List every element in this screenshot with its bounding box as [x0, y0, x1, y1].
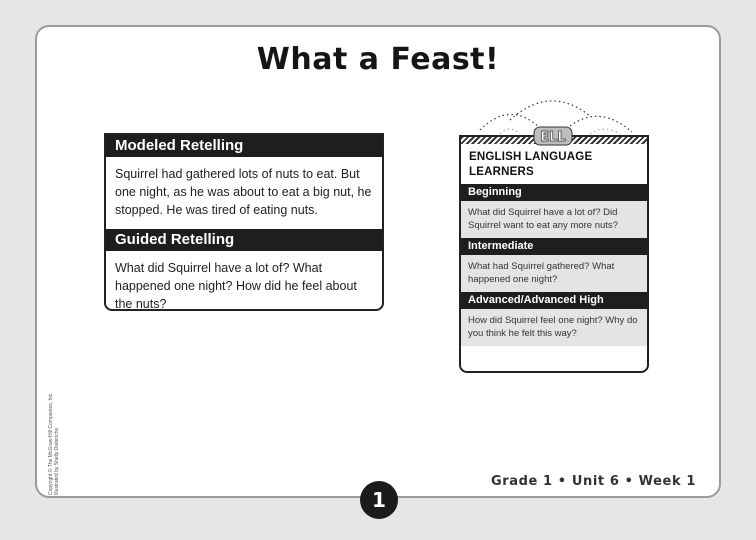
ell-advanced-text: How did Squirrel feel one night? Why do you think he felt this way? — [461, 309, 647, 346]
page-number: 1 — [360, 481, 398, 519]
illustrator-line: Illustrated by Shelly Dieterichs — [54, 428, 60, 495]
modeled-retelling-heading: Modeled Retelling — [106, 135, 382, 157]
ell-intermediate-heading: Intermediate — [461, 238, 647, 255]
retelling-box — [104, 133, 384, 311]
ell-beginning-text: What did Squirrel have a lot of? Did Squirrel want to eat any more nuts? — [461, 201, 647, 238]
page-title: What a Feast! — [256, 42, 500, 77]
grade-unit-week-label: Grade 1 • Unit 6 • Week 1 — [490, 474, 696, 489]
ell-intermediate-text: What had Squirrel gathered? What happened one night? — [461, 255, 647, 292]
ell-title: ENGLISH LANGUAGE LEARNERS — [469, 151, 593, 178]
copyright-notice — [48, 365, 60, 495]
ell-badge-icon — [533, 126, 573, 146]
ell-beginning-heading: Beginning — [461, 184, 647, 201]
copyright-line: Copyright © The McGraw-Hill Companies, Inc. — [48, 392, 54, 495]
ell-box — [459, 135, 649, 373]
modeled-retelling-text: Squirrel had gathered lots of nuts to eat. But one night, as he was about to eat a big nut, he stopped. He was tired of eating nuts. — [115, 167, 372, 217]
guided-retelling-heading: Guided Retelling — [106, 229, 382, 251]
ell-badge-label: ELL — [540, 130, 566, 145]
guided-retelling-text: What did Squirrel have a lot of? What happened one night? How did he feel about the nuts? — [115, 261, 357, 311]
ell-advanced-heading: Advanced/Advanced High — [461, 292, 647, 309]
